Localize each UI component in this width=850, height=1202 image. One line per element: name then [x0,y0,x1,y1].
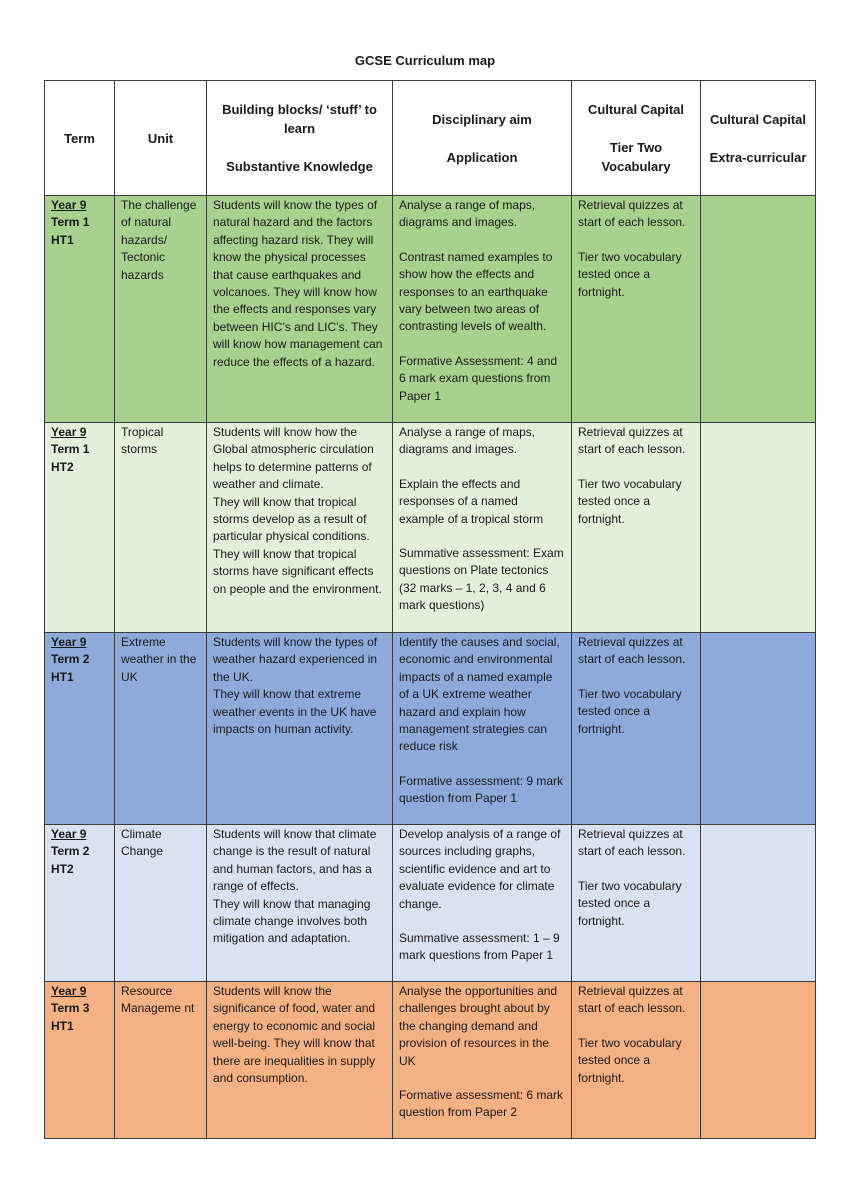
header-cultural-extra [701,81,816,196]
term-year: Year 9 [51,635,87,649]
term-number: Term 3 [51,1001,90,1016]
term-cell [45,196,115,423]
knowledge-text: Students will know how the Global atmospheric circulation helps to determine patterns of weather and climate. They will know that tropical storms develop as a result of particular physical conditions. They will know that tropical storms have significant effects on people and the environment. [213,425,382,596]
term-half: HT1 [51,1018,74,1033]
application-cell [393,982,572,1139]
unit-cell: Tropical storms [115,423,207,633]
knowledge-text: Students will know the types of natural hazard and the factors affecting hazard risk. They will know the physical processes that cause earthquakes and volcanoes. They will know how the effects and responses vary between HIC’s and LIC’s. They will know how management can reduce the effects of a hazard. [213,198,383,369]
term-year: Year 9 [51,984,87,998]
vocab-tier-two-text: Tier two vocabulary tested once a fortnight. [578,1035,682,1085]
header-building-line1: Building blocks/ ‘stuff’ to learn [222,102,377,136]
header-cultural-tier [572,81,701,196]
knowledge-cell [207,196,393,423]
knowledge-cell [207,633,393,825]
application-cell [393,633,572,825]
header-term: Term [45,81,115,196]
term-year: Year 9 [51,198,87,212]
extra-curricular-cell [701,633,816,825]
table-row [45,196,816,423]
application-text: Analyse the opportunities and challenges brought about by the changing demand and provision of resources in the UK [399,984,558,1068]
term-number: Term 1 [51,215,90,230]
table-row [45,633,816,825]
term-cell [45,633,115,825]
vocabulary-cell [572,633,701,825]
unit-cell: Extreme weather in the UK [115,633,207,825]
application-text: Explain the effects and responses of a named example of a tropical storm [399,476,544,526]
unit-cell: Resource Manageme nt [115,982,207,1139]
extra-curricular-cell [701,825,816,982]
header-disciplinary-line2: Application [446,149,518,165]
term-half: HT1 [51,669,74,684]
knowledge-text: Students will know the types of weather hazard experienced in the UK. They will know that extreme weather events in the UK have impacts on human activity. [213,635,378,737]
vocabulary-cell [572,196,701,423]
extra-curricular-cell [701,196,816,423]
vocab-retrieval-text: Retrieval quizzes at start of each lesson. [578,198,686,230]
vocab-retrieval-text: Retrieval quizzes at start of each lesson. [578,635,686,667]
curriculum-table [44,80,816,1139]
knowledge-cell [207,423,393,633]
application-cell [393,825,572,982]
application-text: Analyse a range of maps, diagrams and images. [399,425,536,457]
assessment-text: Formative assessment: 9 mark question from Paper 1 [399,773,564,806]
application-text: Analyse a range of maps, diagrams and images. [399,198,536,230]
vocab-retrieval-text: Retrieval quizzes at start of each lesson. [578,827,686,859]
header-building-line2: Substantive Knowledge [226,159,373,174]
term-year: Year 9 [51,827,87,841]
application-text: Develop analysis of a range of sources including graphs, scientific evidence and art to evaluate evidence for climate change. [399,827,561,911]
vocab-retrieval-text: Retrieval quizzes at start of each lesson. [578,984,686,1016]
application-text: Identify the causes and social, economic and environmental impacts of a named example of a UK extreme weather hazard and explain how management strategies can reduce risk [399,635,560,754]
knowledge-text: Students will know that climate change is the result of natural and human factors, and has a range of effects. They will know that managing climate change involves both mitigation and adaptation. [213,827,377,946]
term-half: HT2 [51,861,74,876]
term-year: Year 9 [51,425,87,439]
header-unit: Unit [115,81,207,196]
assessment-text: Formative Assessment: 4 and 6 mark exam questions from Paper 1 [399,353,558,403]
application-cell [393,423,572,633]
table-row [45,982,816,1139]
term-cell [45,825,115,982]
vocabulary-cell [572,423,701,633]
term-number: Term 2 [51,652,90,667]
assessment-text: Summative assessment: 1 – 9 mark questions from Paper 1 [399,931,560,963]
unit-cell: The challenge of natural hazards/ Tectonic hazards [115,196,207,423]
page-title: GCSE Curriculum map [354,53,496,68]
extra-curricular-cell [701,423,816,633]
vocab-tier-two-text: Tier two vocabulary tested once a fortnight. [578,476,682,526]
term-cell [45,423,115,633]
header-building-blocks [207,81,393,196]
vocabulary-cell [572,982,701,1139]
application-cell [393,196,572,423]
header-cultural-extra-line1: Cultural Capital [709,111,807,127]
term-half: HT2 [51,459,74,474]
vocabulary-cell [572,825,701,982]
header-row [45,81,816,196]
term-number: Term 1 [51,442,90,457]
extra-curricular-cell [701,982,816,1139]
header-disciplinary [393,81,572,196]
application-text: Contrast named examples to show how the effects and responses to an earthquake vary between two areas of contrasting levels of wealth. [399,249,553,334]
table-row [45,825,816,982]
header-cultural-extra-line2: Extra-curricular [709,149,807,165]
unit-cell: Climate Change [115,825,207,982]
assessment-text: Formative assessment: 6 mark question from Paper 2 [399,1088,564,1120]
assessment-text: Summative assessment: Exam questions on Plate tectonics (32 marks – 1, 2, 3, 4 and 6 mark questions) [399,546,564,613]
header-cultural-tier-line1: Cultural Capital [587,102,685,117]
vocab-tier-two-text: Tier two vocabulary tested once a fortnight. [578,878,682,928]
header-disciplinary-line1: Disciplinary aim [432,111,532,127]
knowledge-cell [207,825,393,982]
vocab-tier-two-text: Tier two vocabulary tested once a fortnight. [578,249,682,299]
header-cultural-tier-line2: Tier Two Vocabulary [601,140,671,174]
vocab-tier-two-text: Tier two vocabulary tested once a fortnight. [578,686,682,736]
knowledge-cell [207,982,393,1139]
knowledge-text: Students will know the significance of food, water and energy to economic and social well-being. They will know that there are inequalities in supply and consumption. [213,984,376,1086]
term-number: Term 2 [51,844,90,859]
vocab-retrieval-text: Retrieval quizzes at start of each lesson. [578,425,686,457]
table-row [45,423,816,633]
term-half: HT1 [51,232,74,247]
term-cell [45,982,115,1139]
